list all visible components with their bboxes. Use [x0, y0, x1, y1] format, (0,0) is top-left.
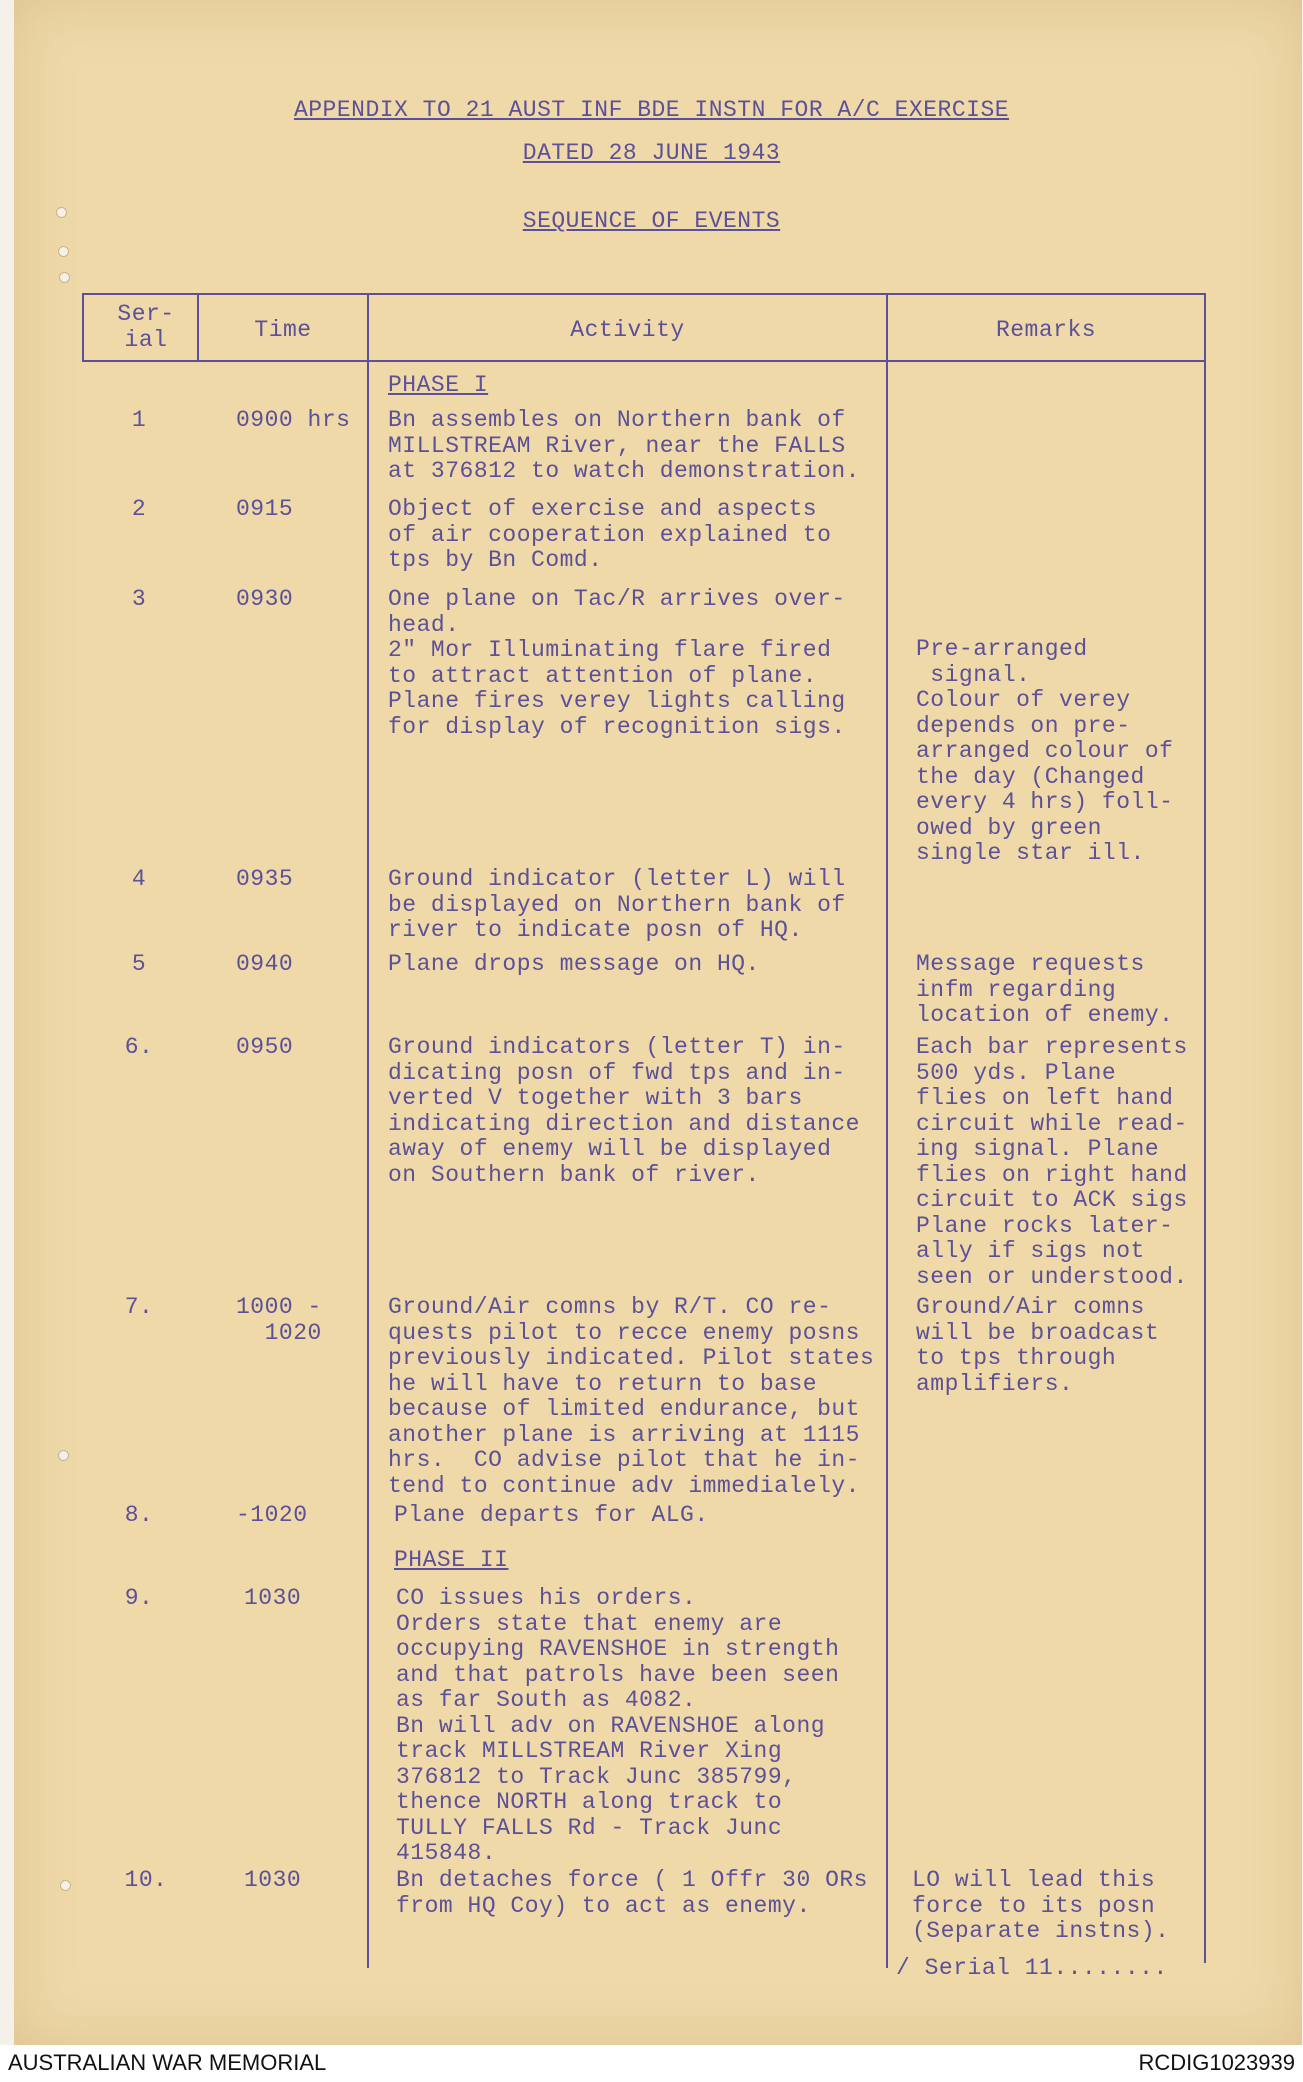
punch-hole — [60, 1880, 71, 1891]
row-1-time: 0900 hrs — [236, 407, 351, 433]
row-1-serial: 1 — [131, 407, 147, 433]
continuation-note: / Serial 11........ — [896, 1955, 1168, 1981]
document-subtitle: SEQUENCE OF EVENTS — [522, 208, 781, 234]
punch-hole — [58, 1450, 69, 1461]
row-1-activity: Bn assembles on Northern bank of MILLSTREAM River, near the FALLS at 376812 to watch demonstration. — [388, 407, 860, 484]
row-8-activity: Plane departs for ALG. — [394, 1502, 709, 1528]
row-2-serial: 2 — [131, 496, 147, 522]
row-10-serial: 10. — [124, 1867, 168, 1893]
activity-remarks-rule — [886, 293, 888, 1968]
row-7-remarks: Ground/Air comns will be broadcast to tps through amplifiers. — [916, 1294, 1160, 1397]
left-rule — [82, 293, 84, 360]
right-rule — [1204, 293, 1206, 1963]
phase-1-label: PHASE I — [388, 372, 489, 398]
header-serial: Ser- ial — [117, 301, 175, 353]
row-7-time: 1000 - 1020 — [236, 1294, 322, 1346]
footer-source: AUSTRALIAN WAR MEMORIAL — [8, 2050, 327, 2075]
row-3-remarks: Pre-arranged signal. Colour of verey depends on pre- arranged colour of the day (Changed every 4 hrs) foll- owed by green single star ill. — [916, 636, 1174, 866]
phase-2-label: PHASE II — [394, 1547, 509, 1573]
row-4-serial: 4 — [131, 866, 147, 892]
row-8-serial: 8. — [124, 1502, 154, 1528]
table-top-rule — [82, 293, 1206, 295]
row-10-time: 1030 — [244, 1867, 302, 1893]
time-activity-rule — [367, 293, 369, 1968]
row-9-serial: 9. — [124, 1585, 154, 1611]
row-6-serial: 6. — [124, 1034, 154, 1060]
row-7-activity: Ground/Air comns by R/T. CO re- quests pilot to recce enemy posns previously indicated. Pilot states he will have to return to base because of limited endurance, but another plane is arriving at 1115 hrs. CO advise pilot that he in- tend to continue adv immedialely. — [388, 1294, 875, 1499]
row-5-remarks: Message requests infm regarding location of enemy. — [916, 951, 1174, 1028]
row-9-activity: CO issues his orders. Orders state that enemy are occupying RAVENSHOE in strength and that patrols have been seen as far South as 4082. Bn will adv on RAVENSHOE along track MILLSTREAM River Xing 376812 to Track Junc 385799, thence NORTH along track to TULLY FALLS Rd - Track Junc 415848. — [396, 1585, 840, 1866]
row-8-time: -1020 — [236, 1502, 308, 1528]
row-5-serial: 5 — [131, 951, 147, 977]
row-3-serial: 3 — [131, 586, 147, 612]
row-5-activity: Plane drops message on HQ. — [388, 951, 760, 977]
header-remarks: Remarks — [995, 317, 1097, 343]
row-4-time: 0935 — [236, 866, 294, 892]
header-activity: Activity — [570, 317, 685, 343]
row-2-activity: Object of exercise and aspects of air cooperation explained to tps by Bn Comd. — [388, 496, 832, 573]
header-time: Time — [254, 317, 312, 343]
document-title: APPENDIX TO 21 AUST INF BDE INSTN FOR A/C EXERCISE — [293, 97, 1010, 123]
document-date: DATED 28 JUNE 1943 — [522, 140, 781, 166]
header-bottom-rule — [82, 360, 1206, 362]
row-6-activity: Ground indicators (letter T) in- dicating posn of fwd tps and in- verted V together with 3 bars indicating direction and distance away of enemy will be displayed on Southern bank of river. — [388, 1034, 860, 1188]
row-4-activity: Ground indicator (letter L) will be displayed on Northern bank of river to indicate posn of HQ. — [388, 866, 846, 943]
row-6-time: 0950 — [236, 1034, 294, 1060]
row-6-remarks: Each bar represents 500 yds. Plane flies on left hand circuit while read- ing signal. Plane flies on right hand circuit to ACK sigs Plane rocks later- ally if sigs not seen or understood. — [916, 1034, 1188, 1290]
row-2-time: 0915 — [236, 496, 294, 522]
row-10-remarks: LO will lead this force to its posn (Separate instns). — [912, 1867, 1170, 1944]
punch-hole — [59, 272, 70, 283]
row-9-time: 1030 — [244, 1585, 302, 1611]
footer-id: RCDIG1023939 — [1138, 2050, 1295, 2075]
row-7-serial: 7. — [124, 1294, 154, 1320]
row-10-activity: Bn detaches force ( 1 Offr 30 ORs from HQ Coy) to act as enemy. — [396, 1867, 868, 1919]
row-3-time: 0930 — [236, 586, 294, 612]
punch-hole — [58, 246, 69, 257]
row-3-activity: One plane on Tac/R arrives over- head. 2" Mor Illuminating flare fired to attract attention of plane. Plane fires verey lights calling for display of recognition sigs. — [388, 586, 846, 740]
row-5-time: 0940 — [236, 951, 294, 977]
